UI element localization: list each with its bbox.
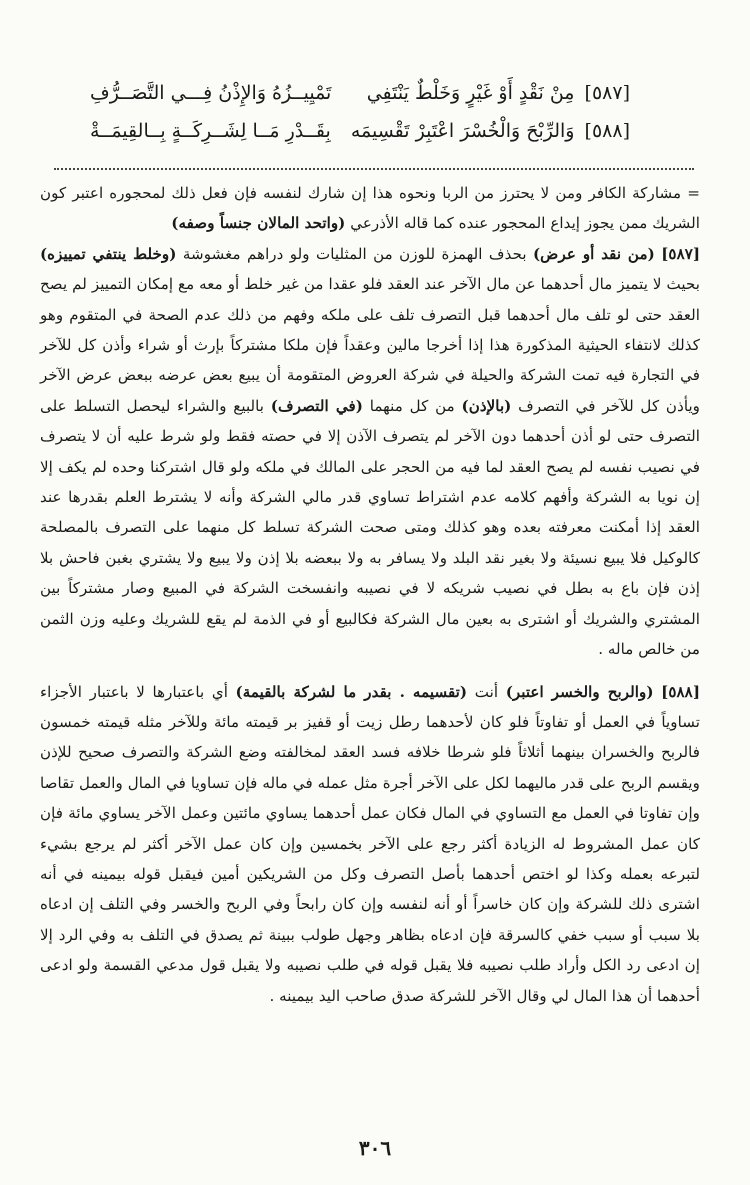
commentary: [40, 178, 700, 1011]
p588-bold-2: (تقسيمه . بقدر ما لشركة بالقيمة): [235, 682, 468, 701]
verse-588-first-half: [351, 120, 630, 142]
intro-paragraph: [40, 178, 700, 239]
p587-text-3: من كل منهما: [369, 396, 455, 415]
verse-block: [90, 82, 630, 158]
verse-text: مِنْ نَقْدٍ أَوْ غَيْرٍ وَخَلْطٌ يَنْتَفِي: [366, 82, 575, 104]
p588-text-2: أي باعتبارها لا باعتبار الأجزاء تساوياً في العمل أو تفاوتاً فلو كان لأحدهما رطل زيت أو قفيز بر قيمته مائة وللآخر مثله قيمته خمسون فالربح والخسران بينهما أثلاثاً فلو شرطا خلافه فسد العقد لمخالفته وضع الشركة والتصرف صحيح للإذن ويقسم الربح على قدر ماليهما لكل على الآخر أجرة مثل عمله في ماله فإن تساويا في المال والعمل تقاصا وإن تفاوتا في العمل مع التساوي في المال فكان عمل أحدهما يساوي مائتين وعمل الآخر يساوي مائة فإن كان عمل المشروط له الزيادة أكثر رجع على الآخر بخمسين وإن كان عمل الآخر أكثر لم يرجع بشيء لتبرعه بعمله وكذا لو اختص أحدهما بأصل التصرف وكل من الشريكين أمين فيقبل قوله بيمينه في أنه اشترى ذلك للشركة وإن كان خاسراً أو أنه لنفسه وإن كان رابحاً وفي الربح والخسر وفي التلف إن ادعاه بلا سبب أو سبب خفي كالسرقة فإن ادعاه بظاهر وجهل طولب ببينة ثم يصدق في التلف به وفي الرد إلا إن ادعى رد الكل وأراد طلب نصيبه فلا يقبل قوله في طلب نصيبه ولا يقبل قول مدعي القسمة ولو ادعى أحدهما أن هذا المال لي وقال الآخر للشركة صدق صاحب اليد بيمينه .: [40, 682, 700, 1005]
p587-text-4: بالبيع والشراء ليحصل التسلط على التصرف حتى لو أذن أحدهما دون الآخر لم يتصرف الآذن إلا في حصته فقط ولو شرط عليه أن لا يتصرف في نصيب نفسه لم يصح العقد لما فيه من الحجر على المالك في ملكه ولو قال اشتركنا وحده لم يكف إلا إن نويا به الشركة وأفهم كلامه عدم اشتراط تساوي قدر مالي الشركة وأنه لا يشترط العلم بقدرها عند العقد إذا أمكنت معرفته بعده وهو كذلك ومتى صحت الشركة تسلط كل منهما على التصرف بالمصلحة كالوكيل فلا يبيع نسيئة ولا بغير نقد البلد ولا يسافر به ولا ببعضه بلا إذن ولا يبيع ولا يشتري بغبن فاحش بلا إذن فإن باع به بطل في نصيب شريكه لا في نصيبه وانفسخت الشركة في المبيع وصار مشتركاً بين المشتري والشريك أو اشترى به بعين مال الشركة فكالبيع أو في الذمة لم يقع للشريك وعليه وزن الثمن من خالص ماله .: [40, 396, 700, 659]
page-number: ٣٠٦: [358, 1136, 392, 1160]
ref-587: [٥٨٧]: [661, 244, 701, 263]
p587-bold-4: (في التصرف): [270, 396, 363, 415]
verse-number: [٥٨٨]: [584, 120, 630, 142]
verse-588: [90, 120, 630, 158]
p587-text-1: بحذف الهمزة للوزن من المثليات ولو دراهم مغشوشة: [182, 244, 527, 263]
intro-text: = مشاركة الكافر ومن لا يحترز من الربا ونحوه هذا إن شارك لنفسه فإن فعل ذلك لمحجوره اعتبر كون الشريك ممن يجوز إيداع المحجور عنده كما قاله الأذرعي: [40, 184, 700, 233]
p588-text-1: أنت: [474, 682, 499, 701]
dotted-divider: [54, 168, 694, 170]
p587-bold-3: (بالإذن): [461, 396, 512, 415]
verse-text: وَالرِّبْحَ وَالْخُسْرَ اعْتَبِرْ تَقْسِيمَه: [350, 120, 575, 142]
verse-588-second-half: بِقَــدْرِ مَــا لِشَــرِكَــةٍ بِــالقِيمَــةْ: [90, 120, 331, 142]
p588-bold-1: (والربح والخسر اعتبر): [505, 682, 654, 701]
intro-bold: (واتحد المالان جنساً وصفه): [171, 214, 346, 233]
verse-587-first-half: [367, 82, 630, 104]
verse-587: [90, 82, 630, 120]
verse-number: [٥٨٧]: [584, 82, 630, 104]
p587-bold-2: (وخلط ينتفي تمييزه): [40, 244, 177, 263]
ref-588: [٥٨٨]: [661, 682, 700, 701]
verse-587-second-half: تَمْيِيــزُهُ وَالإِذْنُ فِـــي التَّصَــرُّفِ: [90, 82, 332, 104]
paragraph-588: [40, 677, 700, 1011]
paragraph-587: [40, 239, 700, 665]
p587-bold-1: (من نقد أو عرض): [533, 244, 655, 263]
p587-text-2: بحيث لا يتميز مال أحدهما عن مال الآخر عند العقد فلو عقدا من غير خلط أو معه مع إمكان التمييز لم يصح العقد حتى لو تلف مال أحدهما قبل التصرف تلف على ملكه وفهم من ذلك عدم الصحة في المتقوم وهو كذلك لانتفاء الحيثية المذكورة هذا إذا أخرجا مالين وعقداً فإن ملكا مشتركاً بإرث أو شراء وأذن كل للآخر في التجارة فيه تمت الشركة والحيلة في شركة العروض المتقومة أن يبيع بعض عرضه ببعض عرض الآخر ويأذن كل للآخر في التصرف: [40, 275, 701, 415]
